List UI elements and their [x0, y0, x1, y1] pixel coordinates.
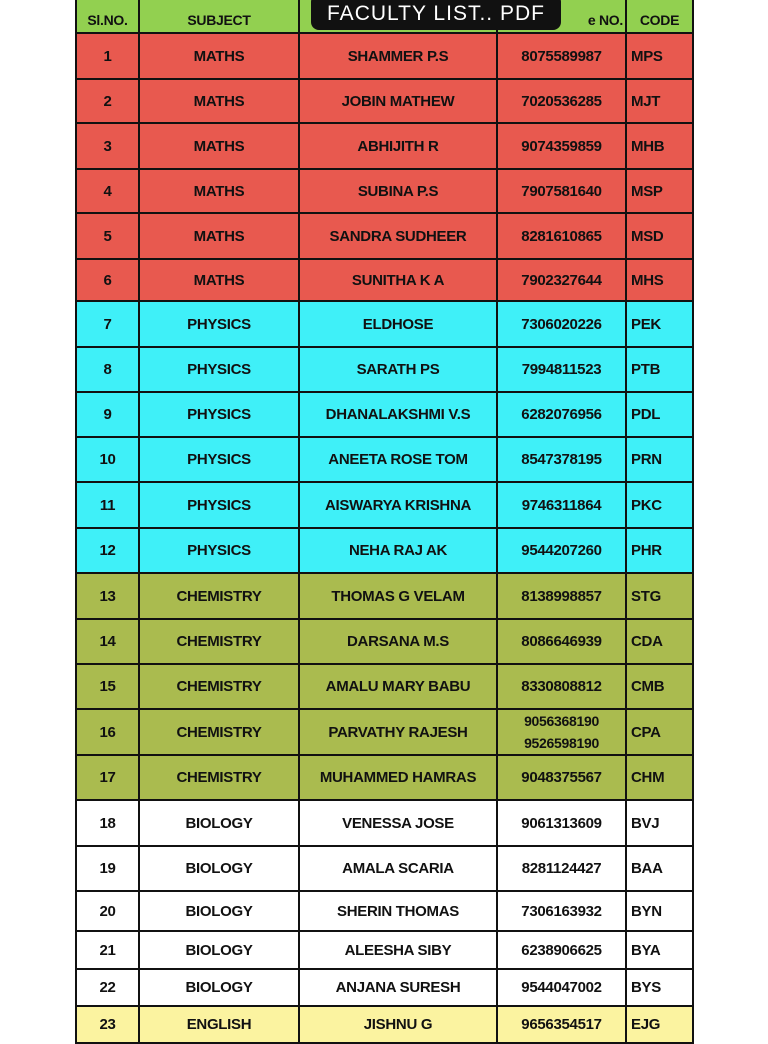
cell-phone: 6238906625	[497, 931, 626, 969]
table-row	[76, 169, 693, 213]
cell-subject: PHYSICS	[139, 347, 299, 392]
table-row	[76, 755, 693, 800]
cell-subject: MATHS	[139, 123, 299, 169]
cell-code: BYN	[626, 891, 693, 931]
cell-sl-no: 14	[76, 619, 139, 664]
cell-subject: PHYSICS	[139, 392, 299, 437]
cell-name: ELDHOSE	[299, 301, 497, 347]
cell-subject: MATHS	[139, 79, 299, 123]
cell-phone: 8330808812	[497, 664, 626, 709]
table-row	[76, 846, 693, 891]
table-row	[76, 1006, 693, 1043]
cell-code: EJG	[626, 1006, 693, 1043]
cell-name: SUBINA P.S	[299, 169, 497, 213]
cell-phone: 7907581640	[497, 169, 626, 213]
cell-code: PEK	[626, 301, 693, 347]
table-row	[76, 123, 693, 169]
table-row	[76, 347, 693, 392]
cell-code: BVJ	[626, 800, 693, 846]
cell-sl-no: 5	[76, 213, 139, 259]
cell-name: DHANALAKSHMI V.S	[299, 392, 497, 437]
cell-code: MHS	[626, 259, 693, 301]
cell-name: SHERIN THOMAS	[299, 891, 497, 931]
cell-phone: 9061313609	[497, 800, 626, 846]
cell-sl-no: 1	[76, 33, 139, 79]
cell-subject: PHYSICS	[139, 482, 299, 528]
cell-sl-no: 18	[76, 800, 139, 846]
header-subject: SUBJECT	[139, 0, 299, 33]
table-row	[76, 437, 693, 482]
title-overlay: FACULTY LIST.. PDF	[311, 0, 561, 30]
cell-sl-no: 20	[76, 891, 139, 931]
cell-sl-no: 6	[76, 259, 139, 301]
cell-subject: CHEMISTRY	[139, 619, 299, 664]
cell-name: ALEESHA SIBY	[299, 931, 497, 969]
phone-line: 9056368190	[524, 713, 599, 729]
cell-code: PTB	[626, 347, 693, 392]
cell-code: BYA	[626, 931, 693, 969]
cell-phone: 9074359859	[497, 123, 626, 169]
header-sl-no: Sl.NO.	[76, 0, 139, 33]
table-row	[76, 891, 693, 931]
cell-subject: CHEMISTRY	[139, 573, 299, 619]
table-row	[76, 709, 693, 755]
cell-subject: BIOLOGY	[139, 846, 299, 891]
cell-phone: 6282076956	[497, 392, 626, 437]
table-row	[76, 931, 693, 969]
table-row	[76, 664, 693, 709]
cell-code: BYS	[626, 969, 693, 1006]
cell-phone: 8281610865	[497, 213, 626, 259]
cell-sl-no: 11	[76, 482, 139, 528]
cell-code: PRN	[626, 437, 693, 482]
cell-code: CMB	[626, 664, 693, 709]
table-row	[76, 79, 693, 123]
cell-code: PDL	[626, 392, 693, 437]
cell-name: NEHA RAJ AK	[299, 528, 497, 573]
cell-subject: CHEMISTRY	[139, 755, 299, 800]
faculty-table	[75, 0, 694, 1044]
cell-subject: MATHS	[139, 213, 299, 259]
cell-name: ANEETA ROSE TOM	[299, 437, 497, 482]
phone-line-secondary: 9526598190	[524, 735, 599, 751]
cell-name: SUNITHA K A	[299, 259, 497, 301]
cell-subject: PHYSICS	[139, 437, 299, 482]
cell-sl-no: 7	[76, 301, 139, 347]
cell-sl-no: 4	[76, 169, 139, 213]
cell-phone: 8138998857	[497, 573, 626, 619]
cell-code: MSD	[626, 213, 693, 259]
cell-sl-no: 3	[76, 123, 139, 169]
cell-subject: ENGLISH	[139, 1006, 299, 1043]
cell-sl-no: 17	[76, 755, 139, 800]
cell-code: MJT	[626, 79, 693, 123]
cell-code: CHM	[626, 755, 693, 800]
cell-sl-no: 12	[76, 528, 139, 573]
cell-name: AMALU MARY BABU	[299, 664, 497, 709]
cell-name: ANJANA SURESH	[299, 969, 497, 1006]
table-row	[76, 213, 693, 259]
cell-code: MSP	[626, 169, 693, 213]
cell-sl-no: 13	[76, 573, 139, 619]
cell-phone: 7994811523	[497, 347, 626, 392]
cell-sl-no: 21	[76, 931, 139, 969]
cell-phone: 9048375567	[497, 755, 626, 800]
cell-code: MPS	[626, 33, 693, 79]
cell-phone: 8547378195	[497, 437, 626, 482]
cell-subject: BIOLOGY	[139, 800, 299, 846]
cell-code: PHR	[626, 528, 693, 573]
cell-phone: 7902327644	[497, 259, 626, 301]
cell-phone: 7306020226	[497, 301, 626, 347]
cell-phone: 9746311864	[497, 482, 626, 528]
cell-sl-no: 19	[76, 846, 139, 891]
cell-subject: MATHS	[139, 169, 299, 213]
cell-name: THOMAS G VELAM	[299, 573, 497, 619]
cell-sl-no: 23	[76, 1006, 139, 1043]
table-body	[76, 33, 693, 1043]
cell-phone: 9544047002	[497, 969, 626, 1006]
cell-phone	[497, 709, 626, 755]
cell-phone: 8086646939	[497, 619, 626, 664]
cell-sl-no: 16	[76, 709, 139, 755]
cell-code: PKC	[626, 482, 693, 528]
cell-subject: BIOLOGY	[139, 891, 299, 931]
cell-subject: PHYSICS	[139, 528, 299, 573]
table-row	[76, 392, 693, 437]
cell-phone: 9544207260	[497, 528, 626, 573]
cell-phone: 7306163932	[497, 891, 626, 931]
cell-name: AISWARYA KRISHNA	[299, 482, 497, 528]
cell-subject: BIOLOGY	[139, 969, 299, 1006]
cell-code: BAA	[626, 846, 693, 891]
cell-code: CDA	[626, 619, 693, 664]
table-row	[76, 800, 693, 846]
cell-name: AMALA SCARIA	[299, 846, 497, 891]
header-phone: e NO.	[497, 0, 626, 33]
cell-name: JOBIN MATHEW	[299, 79, 497, 123]
cell-name: PARVATHY RAJESH	[299, 709, 497, 755]
cell-phone: 7020536285	[497, 79, 626, 123]
cell-name: SARATH PS	[299, 347, 497, 392]
table-row	[76, 573, 693, 619]
cell-sl-no: 2	[76, 79, 139, 123]
header-code: CODE	[626, 0, 693, 33]
cell-subject: BIOLOGY	[139, 931, 299, 969]
cell-subject: MATHS	[139, 259, 299, 301]
cell-subject: CHEMISTRY	[139, 709, 299, 755]
cell-name: VENESSA JOSE	[299, 800, 497, 846]
cell-phone: 9656354517	[497, 1006, 626, 1043]
cell-subject: MATHS	[139, 33, 299, 79]
cell-sl-no: 15	[76, 664, 139, 709]
table-row	[76, 301, 693, 347]
cell-sl-no: 9	[76, 392, 139, 437]
cell-code: STG	[626, 573, 693, 619]
cell-name: DARSANA M.S	[299, 619, 497, 664]
cell-name: JISHNU G	[299, 1006, 497, 1043]
cell-phone: 8075589987	[497, 33, 626, 79]
cell-sl-no: 10	[76, 437, 139, 482]
table-row	[76, 528, 693, 573]
table-row	[76, 33, 693, 79]
cell-subject: CHEMISTRY	[139, 664, 299, 709]
cell-sl-no: 22	[76, 969, 139, 1006]
table-row	[76, 482, 693, 528]
cell-name: SANDRA SUDHEER	[299, 213, 497, 259]
cell-sl-no: 8	[76, 347, 139, 392]
cell-code: MHB	[626, 123, 693, 169]
table-row	[76, 969, 693, 1006]
cell-name: ABHIJITH R	[299, 123, 497, 169]
table-row	[76, 619, 693, 664]
cell-phone: 8281124427	[497, 846, 626, 891]
cell-code: CPA	[626, 709, 693, 755]
table-row	[76, 259, 693, 301]
cell-name: MUHAMMED HAMRAS	[299, 755, 497, 800]
cell-name: SHAMMER P.S	[299, 33, 497, 79]
cell-subject: PHYSICS	[139, 301, 299, 347]
